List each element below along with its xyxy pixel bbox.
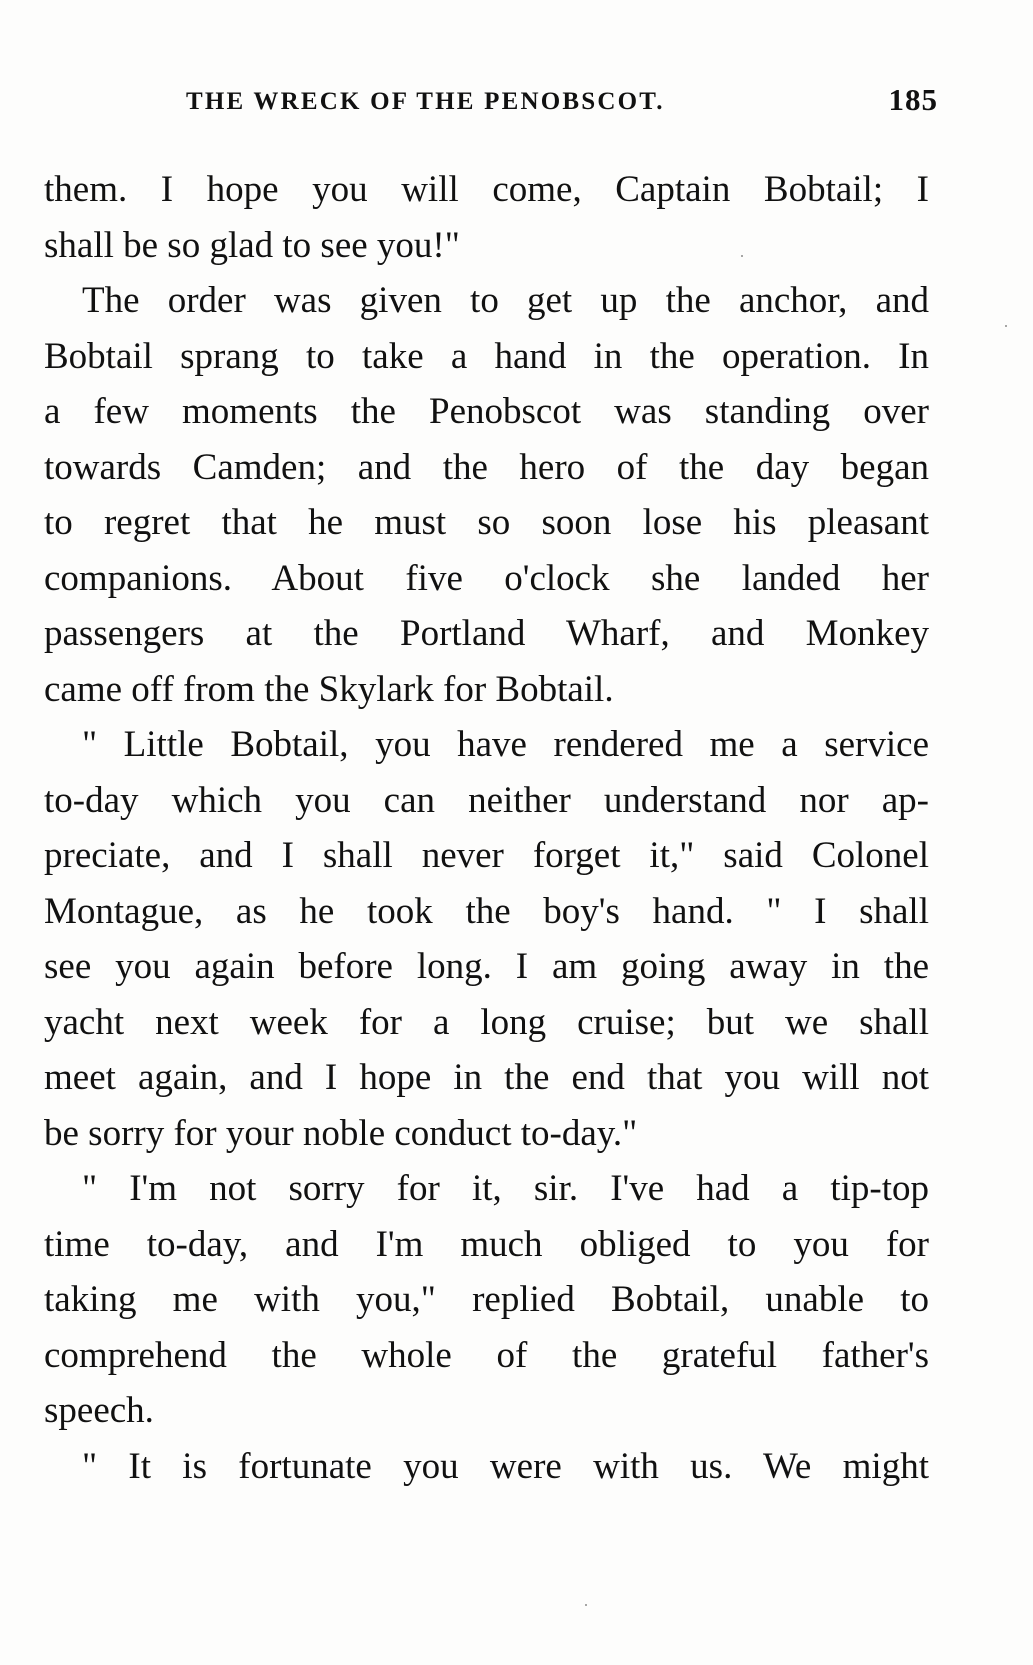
text-line: " Little Bobtail, you have rendered me a service [82, 724, 929, 765]
text-line: be sorry for your noble conduct to-day." [44, 1112, 638, 1154]
text-line: meet again, and I hope in the end that you will not [44, 1057, 929, 1098]
text-line: comprehend the whole of the grateful father's [44, 1334, 929, 1376]
text-line: " I'm not sorry for it, sir. I've had a tip-top [82, 1168, 929, 1209]
text-line: Montague, as he took the boy's hand. " I shall [44, 890, 929, 932]
text-line: towards Camden; and the hero of the day began [44, 446, 929, 488]
paper-speck [585, 1604, 587, 1606]
text-line: them. I hope you will come, Captain Bobtail; I [44, 169, 929, 210]
text-line: companions. About five o'clock she landed her [44, 557, 929, 599]
body-text [44, 162, 929, 1494]
paper-speck [1005, 325, 1007, 327]
text-line: taking me with you," replied Bobtail, unable to [44, 1279, 929, 1320]
text-line: speech. [44, 1390, 154, 1431]
text-line: shall be so glad to see you!" [44, 224, 460, 266]
text-line: yacht next week for a long cruise; but we shall [44, 1001, 929, 1043]
page-header [186, 82, 938, 122]
text-line: " It is fortunate you were with us. We might [82, 1445, 929, 1487]
text-line: preciate, and I shall never forget it," said Colonel [44, 835, 929, 876]
text-line: a few moments the Penobscot was standing over [44, 391, 929, 432]
text-line: to-day which you can neither understand nor ap- [44, 779, 929, 821]
text-line: The order was given to get up the anchor, and [82, 280, 929, 321]
text-line: see you again before long. I am going away in the [44, 946, 929, 987]
paper-speck [741, 255, 743, 257]
running-head: THE WRECK OF THE PENOBSCOT. [186, 88, 665, 115]
text-line: came off from the Skylark for Bobtail. [44, 668, 614, 710]
text-line: time to-day, and I'm much obliged to you for [44, 1223, 929, 1265]
page-number: 185 [888, 82, 938, 117]
text-line: to regret that he must so soon lose his pleasant [44, 502, 929, 543]
text-line: Bobtail sprang to take a hand in the operation. In [44, 335, 929, 377]
text-line: passengers at the Portland Wharf, and Monkey [44, 613, 929, 654]
